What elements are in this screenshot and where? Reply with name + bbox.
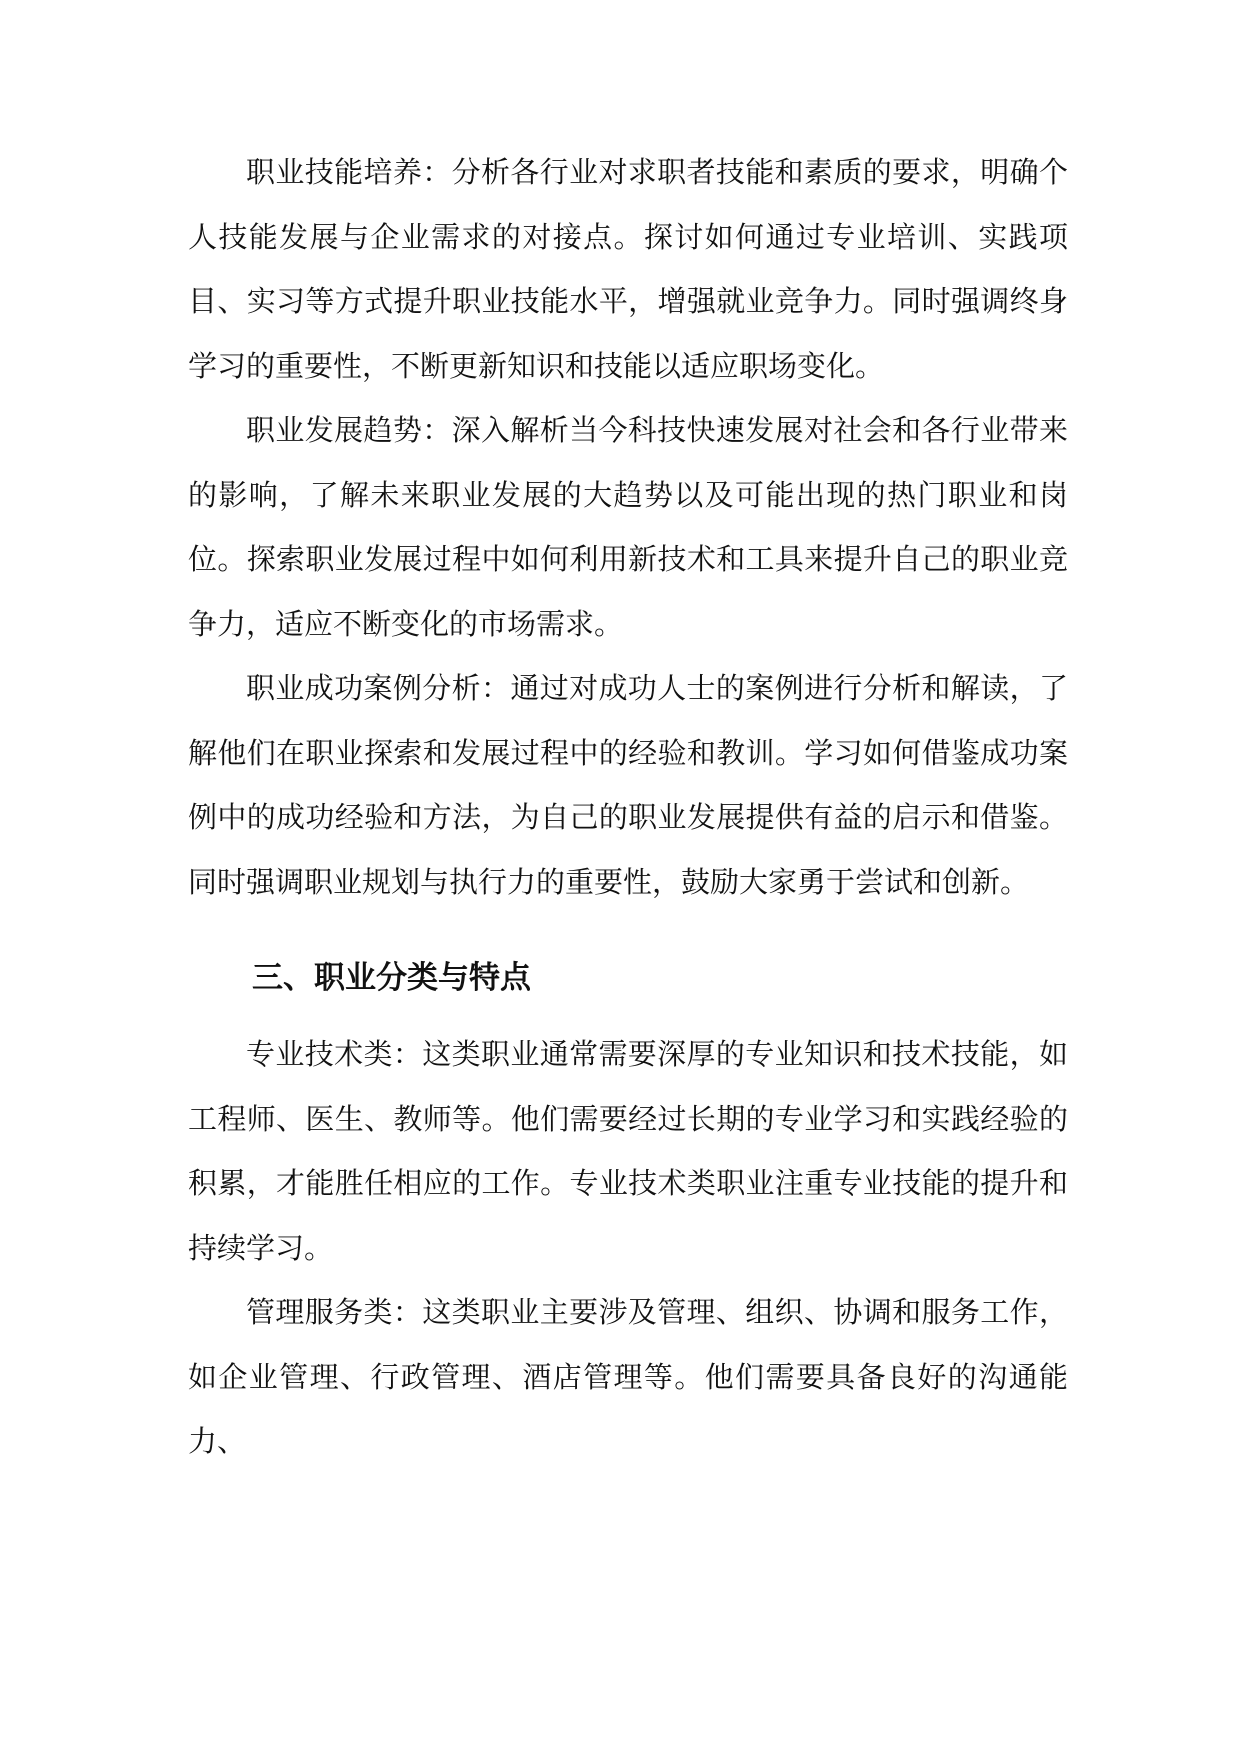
- section-heading: 三、职业分类与特点: [252, 960, 531, 996]
- document-body: [188, 140, 1068, 1474]
- paragraph-career-trends: 职业发展趋势：深入解析当今科技快速发展对社会和各行业带来的影响，了解未来职业发展的大趋势以及可能出现的热门职业和岗位。探索职业发展过程中如何利用新技术和工具来提升自己的职业竞争力，适应不断变化的市场需求。: [188, 413, 1068, 641]
- paragraph-professional-technical: 专业技术类：这类职业通常需要深厚的专业知识和技术技能，如工程师、医生、教师等。他们需要经过长期的专业学习和实践经验的积累，才能胜任相应的工作。专业技术类职业注重专业技能的提升和持续学习。: [188, 1037, 1068, 1265]
- paragraph-success-cases: 职业成功案例分析：通过对成功人士的案例进行分析和解读，了解他们在职业探索和发展过程中的经验和教训。学习如何借鉴成功案例中的成功经验和方法，为自己的职业发展提供有益的启示和借鉴。同时强调职业规划与执行力的重要性，鼓励大家勇于尝试和创新。: [188, 671, 1068, 899]
- paragraph-skill-training: 职业技能培养：分析各行业对求职者技能和素质的要求，明确个人技能发展与企业需求的对接点。探讨如何通过专业培训、实践项目、实习等方式提升职业技能水平，增强就业竞争力。同时强调终身学习的重要性，不断更新知识和技能以适应职场变化。: [188, 155, 1068, 383]
- paragraph-management-service: 管理服务类：这类职业主要涉及管理、组织、协调和服务工作，如企业管理、行政管理、酒店管理等。他们需要具备良好的沟通能力、: [188, 1295, 1068, 1458]
